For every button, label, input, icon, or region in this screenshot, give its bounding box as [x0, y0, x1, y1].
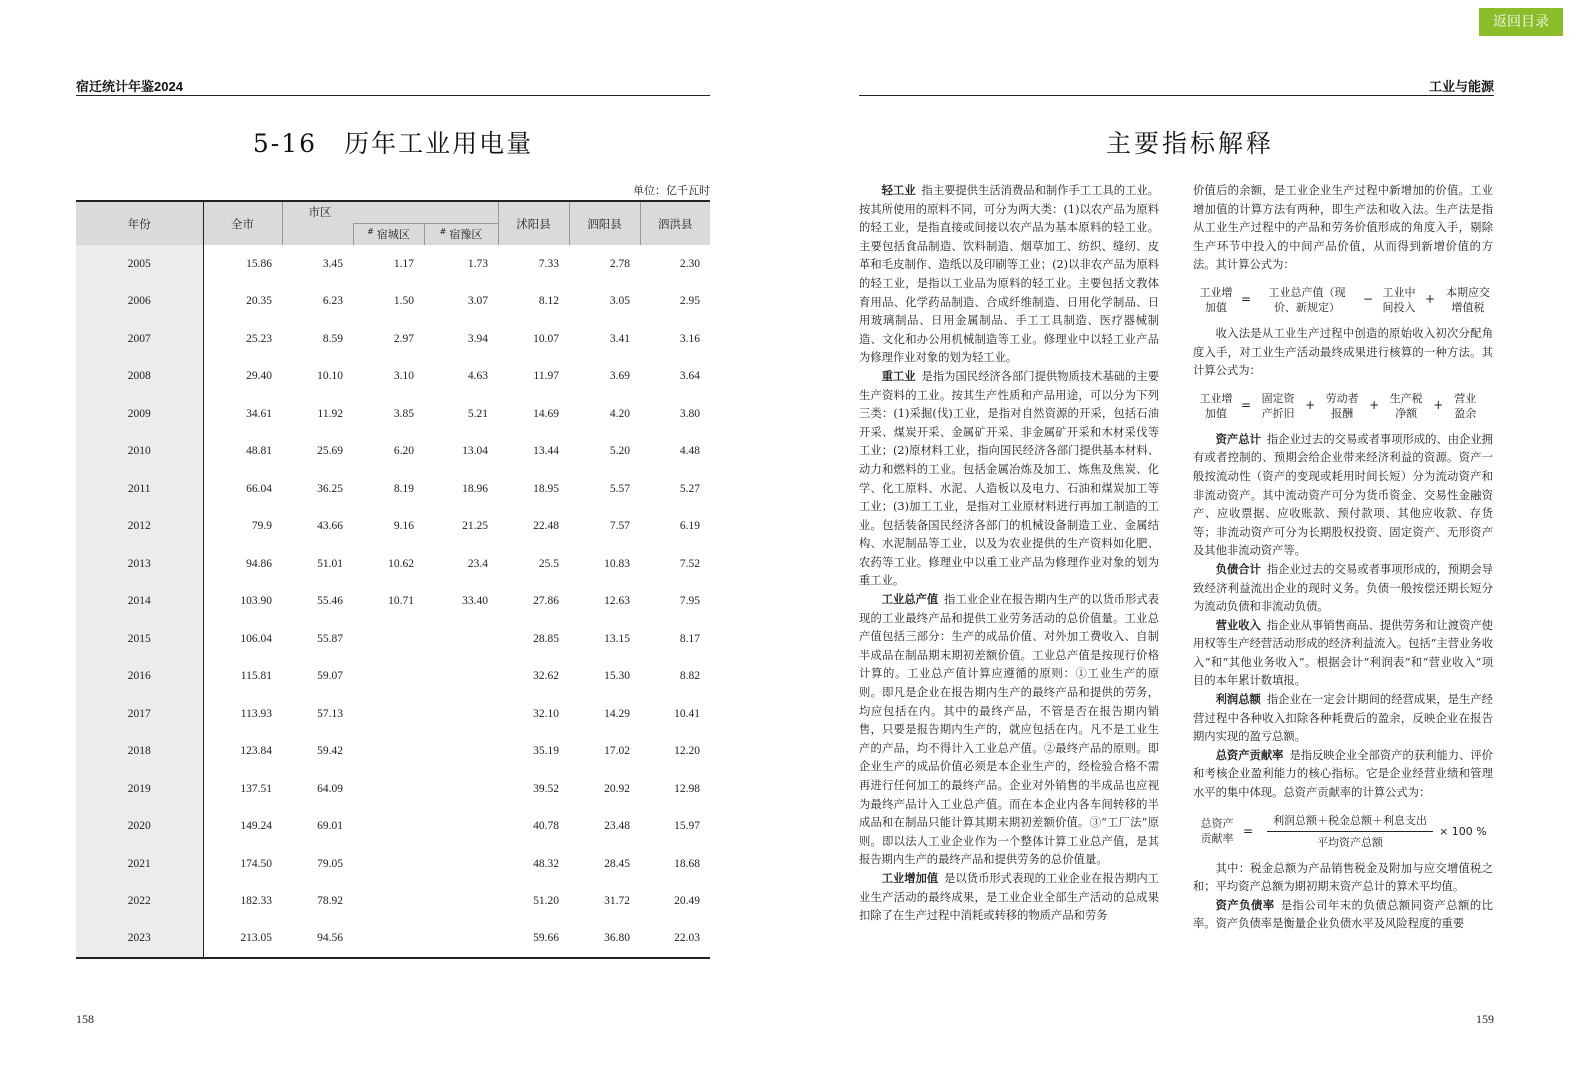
- paragraph-income-method: 收入法是从工业生产过程中创造的原始收入初次分配角度入手，对工业生产活动最终成果进行核算的一种方法。其计算公式为：: [1193, 326, 1493, 378]
- table-row: [76, 770, 710, 808]
- value-cell: 4.48: [679, 445, 700, 458]
- table-row: [76, 845, 710, 883]
- value-cell: 25.69: [317, 445, 343, 458]
- value-cell: 8.17: [679, 632, 700, 645]
- value-cell: [424, 845, 498, 883]
- right-page: [793, 0, 1587, 1077]
- value-cell: 48.32: [533, 857, 559, 870]
- col-header-year: 年份: [76, 201, 203, 245]
- year-cell: 2007: [76, 320, 203, 358]
- value-cell: 28.85: [533, 632, 559, 645]
- table-row: [76, 883, 710, 921]
- value-cell: 23.4: [467, 557, 488, 570]
- year-cell: 2013: [76, 545, 203, 583]
- table-title: 5-16 历年工业用电量: [252, 129, 534, 158]
- value-cell: 20.35: [246, 295, 272, 308]
- year-cell: 2010: [76, 433, 203, 471]
- value-cell: 10.83: [604, 557, 630, 570]
- formula-asset-contribution: 总资产贡献率 = $\frac{\text{利润总额＋税金总额＋利息支出}}{\text{平均资产总额}}$ × 100 %: [1200, 813, 1487, 849]
- value-cell: 25.5: [538, 557, 559, 570]
- value-cell: 69.01: [317, 820, 343, 833]
- table-row: [76, 433, 710, 471]
- page-number-right: 159: [1476, 1012, 1494, 1026]
- value-cell: 3.94: [467, 332, 488, 345]
- running-header-left: 宿迁统计年鉴2024: [76, 79, 183, 94]
- year-cell: 2009: [76, 395, 203, 433]
- value-cell: 11.97: [533, 370, 559, 383]
- value-cell: 3.80: [679, 407, 700, 420]
- year-cell: 2015: [76, 620, 203, 658]
- value-cell: 15.97: [674, 820, 700, 833]
- value-cell: 8.82: [679, 670, 700, 683]
- value-cell: 79.9: [251, 520, 272, 533]
- value-cell: [353, 883, 424, 921]
- table-row: [76, 695, 710, 733]
- value-cell: [424, 658, 498, 696]
- table-row: [76, 245, 710, 283]
- value-cell: 10.07: [533, 332, 559, 345]
- year-cell: 2022: [76, 883, 203, 921]
- formula-income-method: 工业增加值 = 固定资产折旧 + 劳动者报酬 + 生产税净额 + 营业盈余: [1199, 391, 1477, 420]
- text-column-right: [1193, 182, 1493, 934]
- value-cell: 9.16: [393, 520, 414, 533]
- paragraph-heavy-industry: 重工业 是指为国民经济各部门提供物质技术基础的主要生产资料的工业。按其生产性质和产品用途，可以分为下列三类：(1)采掘(伐)工业，是指对自然资源的开采，包括石油开采、煤炭开采、金属矿开采、非金属矿开采和木材采伐等工业；(2)原材料工业，指向国民经济各部门提供基本材料、动力和燃料的工业。包括金属冶炼及加工、炼焦及焦炭、化学、化工原料、水泥、人造板以及电力、石油和煤炭加工等工业；(3)加工工业，是指对工业原材料进行再加工制造的工业。包括装备国民经济各部门的机械设备制造工业、金属结构、水泥制品等工业，以及为农业提供的生产资料如化肥、农药等工业。修理业中以重工业产品为修理作业对象的划为重工业。: [859, 369, 1159, 588]
- col-header-total: 全市: [203, 201, 282, 245]
- value-cell: [424, 920, 498, 958]
- value-cell: 4.20: [609, 407, 630, 420]
- value-cell: 12.20: [674, 745, 700, 758]
- value-cell: 94.56: [317, 932, 343, 945]
- table-row: [76, 395, 710, 433]
- value-cell: 3.07: [467, 295, 488, 308]
- value-cell: 2.78: [609, 257, 630, 270]
- header-rule: [859, 95, 1494, 96]
- value-cell: [353, 658, 424, 696]
- table-row: [76, 283, 710, 321]
- value-cell: 137.51: [240, 782, 272, 795]
- value-cell: 31.72: [604, 895, 630, 908]
- paragraph-value-added: 工业增加值 是以货币形式表现的工业企业在报告期内工业生产活动的最终成果，是工业企业全部生产活动的总成果扣除了在生产过程中消耗或转移的物质产品和劳务: [859, 871, 1159, 923]
- value-cell: 13.15: [604, 632, 630, 645]
- value-cell: [353, 770, 424, 808]
- value-cell: 1.17: [393, 257, 414, 270]
- year-cell: 2019: [76, 770, 203, 808]
- value-cell: 32.10: [533, 707, 559, 720]
- value-cell: 32.62: [533, 670, 559, 683]
- value-cell: 5.20: [609, 445, 630, 458]
- value-cell: 94.86: [246, 557, 272, 570]
- year-cell: 2005: [76, 245, 203, 283]
- value-cell: 66.04: [246, 482, 272, 495]
- value-cell: [424, 808, 498, 846]
- table-row: [76, 920, 710, 958]
- value-cell: 20.49: [674, 895, 700, 908]
- left-page: [0, 0, 793, 1077]
- table-row: [76, 545, 710, 583]
- value-cell: 51.20: [533, 895, 559, 908]
- header-rule: [76, 95, 710, 96]
- value-cell: 34.61: [246, 407, 272, 420]
- year-cell: 2020: [76, 808, 203, 846]
- value-cell: 35.19: [533, 745, 559, 758]
- year-cell: 2012: [76, 508, 203, 546]
- paragraph-value-added-cont: 价值后的余额，是工业企业生产过程中新增加的价值。工业增加值的计算方法有两种，即生产法和收入法。生产法是指从工业生产过程中的产品和劳务价值形成的角度入手，剔除生产环节中投入的中间产品价值，从而得到新增价值的方法。其计算公式为：: [1193, 184, 1493, 272]
- value-cell: 3.45: [322, 257, 343, 270]
- value-cell: 2.97: [393, 332, 414, 345]
- value-cell: 18.68: [674, 857, 700, 870]
- year-cell: 2023: [76, 920, 203, 958]
- value-cell: 4.63: [467, 370, 488, 383]
- value-cell: 3.16: [679, 332, 700, 345]
- year-cell: 2011: [76, 470, 203, 508]
- value-cell: 57.13: [317, 707, 343, 720]
- table-row: [76, 320, 710, 358]
- value-cell: 1.50: [393, 295, 414, 308]
- value-cell: 20.92: [604, 782, 630, 795]
- value-cell: 29.40: [246, 370, 272, 383]
- value-cell: [424, 883, 498, 921]
- table-row: [76, 733, 710, 771]
- formula-production-method: 工业增加值 = 工业总产值（现价、新规定） − 工业中间投入 + 本期应交增值税: [1199, 285, 1491, 314]
- table-row: [76, 658, 710, 696]
- value-cell: [353, 808, 424, 846]
- value-cell: 3.41: [609, 332, 630, 345]
- table-body: [76, 245, 710, 958]
- value-cell: 7.95: [679, 595, 700, 608]
- col-header-siyang: 泗阳县: [569, 201, 640, 245]
- value-cell: 13.44: [533, 445, 559, 458]
- text-column-left: [859, 182, 1159, 926]
- value-cell: [353, 920, 424, 958]
- value-cell: 3.69: [609, 370, 630, 383]
- col-header-urban: 市区: [282, 201, 498, 223]
- table-row: [76, 620, 710, 658]
- value-cell: [353, 695, 424, 733]
- value-cell: 1.73: [467, 257, 488, 270]
- year-cell: 2021: [76, 845, 203, 883]
- paragraph-tax-note: 其中：税金总额为产品销售税金及附加与应交增值税之和；平均资产总额为期初期末资产总计的算术平均值。: [1193, 861, 1493, 894]
- value-cell: 10.10: [317, 370, 343, 383]
- value-cell: 10.71: [388, 595, 414, 608]
- year-cell: 2014: [76, 583, 203, 621]
- paragraph-debt-ratio: 资产负债率 是指公司年末的负债总额同资产总额的比率。资产负债率是衡量企业负债水平及风险程度的重要: [1193, 898, 1493, 931]
- value-cell: 64.09: [317, 782, 343, 795]
- value-cell: 10.62: [388, 557, 414, 570]
- value-cell: 59.07: [317, 670, 343, 683]
- value-cell: 55.87: [317, 632, 343, 645]
- value-cell: 22.03: [674, 932, 700, 945]
- value-cell: 33.40: [462, 595, 488, 608]
- value-cell: 25.23: [246, 332, 272, 345]
- value-cell: 21.25: [462, 520, 488, 533]
- value-cell: 5.27: [679, 482, 700, 495]
- value-cell: 28.45: [604, 857, 630, 870]
- paragraph-total-liabilities: 负债合计 指企业过去的交易或者事项形成的，预期会导致经济利益流出企业的现时义务。负债一般按偿还期长短分为流动负债和非流动负债。: [1193, 562, 1493, 614]
- value-cell: 213.05: [240, 932, 272, 945]
- value-cell: 3.10: [393, 370, 414, 383]
- value-cell: 103.90: [240, 595, 272, 608]
- value-cell: 8.59: [322, 332, 343, 345]
- value-cell: 7.33: [538, 257, 559, 270]
- col-header-suyu: # 宿豫区: [424, 223, 498, 245]
- value-cell: 78.92: [317, 895, 343, 908]
- year-cell: 2006: [76, 283, 203, 321]
- value-cell: 51.01: [317, 557, 343, 570]
- paragraph-total-profit: 利润总额 指企业在一定会计期间的经营成果，是生产经营过程中各种收入扣除各种耗费后的盈余，反映企业在报告期内实现的盈亏总额。: [1193, 693, 1493, 744]
- col-header-shuyang: 沭阳县: [498, 201, 569, 245]
- running-header-right: 工业与能源: [1428, 79, 1494, 94]
- value-cell: 12.63: [604, 595, 630, 608]
- value-cell: 36.25: [317, 482, 343, 495]
- value-cell: [424, 695, 498, 733]
- value-cell: [353, 620, 424, 658]
- value-cell: 8.12: [538, 295, 559, 308]
- value-cell: 43.66: [317, 520, 343, 533]
- back-to-contents-button[interactable]: 返回目录: [1479, 8, 1563, 36]
- value-cell: 10.41: [674, 707, 700, 720]
- year-cell: 2017: [76, 695, 203, 733]
- value-cell: 11.92: [317, 407, 343, 420]
- unit-label: 单位：亿千瓦时: [633, 184, 710, 197]
- paragraph-asset-contribution: 总资产贡献率 是指反映企业全部资产的获利能力、评价和考核企业盈利能力的核心指标。它是企业经营业绩和管理水平的集中体现。总资产贡献率的计算公式为：: [1193, 748, 1493, 800]
- value-cell: 17.02: [604, 745, 630, 758]
- value-cell: 79.05: [317, 857, 343, 870]
- value-cell: 14.69: [533, 407, 559, 420]
- value-cell: 8.19: [393, 482, 414, 495]
- col-header-sucheng: # 宿城区: [353, 223, 424, 245]
- year-cell: 2016: [76, 658, 203, 696]
- paragraph-light-industry: 轻工业 指主要提供生活消费品和制作手工工具的工业。按其所使用的原料不同，可分为两大类：(1)以农产品为原料的轻工业，是指直接或间接以农产品为基本原料的轻工业。主要包括食品制造、饮料制造、烟草加工、纺织、缝纫、皮革和毛皮制作、造纸以及印刷等工业；(2)以非农产品为原料的轻工业，是指以工业品为原料的轻工业。主要包括文教体育用品、化学药品制造、合成纤维制造、日用化学制品、日用玻璃制品、日用金属制品、手工工具制造、医疗器械制造、文化和办公用机械制造等工业。修理业中以轻工业产品为修理作业对象的划为轻工业。: [859, 184, 1159, 365]
- value-cell: 59.66: [533, 932, 559, 945]
- col-header-sihong: 泗洪县: [640, 201, 710, 245]
- value-cell: 39.52: [533, 782, 559, 795]
- value-cell: [424, 620, 498, 658]
- value-cell: 23.48: [604, 820, 630, 833]
- value-cell: 7.52: [679, 557, 700, 570]
- value-cell: 3.85: [393, 407, 414, 420]
- section-title: 主要指标解释: [1105, 129, 1274, 158]
- value-cell: [353, 845, 424, 883]
- value-cell: 5.21: [467, 407, 488, 420]
- value-cell: 2.30: [679, 257, 700, 270]
- paragraph-revenue: 营业收入 指企业从事销售商品、提供劳务和让渡资产使用权等生产经营活动形成的经济利益流入。包括“主营业务收入”和“其他业务收入”。根据会计“利润表”和“营业收入“项目的本年累计数填报。: [1193, 618, 1493, 688]
- page-number-left: 158: [76, 1012, 94, 1026]
- value-cell: 36.80: [604, 932, 630, 945]
- value-cell: 113.93: [240, 707, 272, 720]
- year-cell: 2008: [76, 358, 203, 396]
- value-cell: 12.98: [674, 782, 700, 795]
- value-cell: 18.95: [533, 482, 559, 495]
- year-cell: 2018: [76, 733, 203, 771]
- value-cell: 3.05: [609, 295, 630, 308]
- table-row: [76, 508, 710, 546]
- value-cell: 18.96: [462, 482, 488, 495]
- table-row: [76, 583, 710, 621]
- paragraph-gross-output: 工业总产值 指工业企业在报告期内生产的以货币形式表现的工业最终产品和提供工业劳务活动的总价值量。工业总产值包括三部分：生产的成品价值、对外加工费收入、自制半成品在制品期末期初差额价值。工业总产值是按现行价格计算的。工业总产值计算应遵循的原则：①工业生产的原则。即凡是企业在报告期内生产的最终产品和提供的劳务，均应包括在内。其中的最终产品，不管是否在报告期内销售，只要是报告期内生产的，就应包括在内。凡不是工业生产的产品，均不得计入工业总产值。②最终产品的原则。即企业生产的成品价值必须是本企业生产的，经检验合格不需再进行任何加工的最终产品。企业对外销售的半成品也应视为最终产品计入工业总产值。而在本企业内各车间转移的半成品和在制品只能计算其期末期初差额价值。③“工厂法”原则。即以法人工业企业作为一个整体计算工业总产值，是其报告期内生产的最终产品和提供劳务的总价值量。: [859, 593, 1159, 867]
- value-cell: 22.48: [533, 520, 559, 533]
- value-cell: 13.04: [462, 445, 488, 458]
- value-cell: 6.20: [393, 445, 414, 458]
- table-row: [76, 358, 710, 396]
- value-cell: 40.78: [533, 820, 559, 833]
- value-cell: 15.30: [604, 670, 630, 683]
- value-cell: 6.23: [322, 295, 343, 308]
- table-row: [76, 808, 710, 846]
- value-cell: 7.57: [609, 520, 630, 533]
- value-cell: 6.19: [679, 520, 700, 533]
- value-cell: 123.84: [240, 745, 272, 758]
- value-cell: 3.64: [679, 370, 700, 383]
- value-cell: [424, 770, 498, 808]
- value-cell: 5.57: [609, 482, 630, 495]
- value-cell: 2.95: [679, 295, 700, 308]
- value-cell: 182.33: [240, 895, 272, 908]
- value-cell: 27.86: [533, 595, 559, 608]
- table-row: [76, 470, 710, 508]
- value-cell: 14.29: [604, 707, 630, 720]
- value-cell: 55.46: [317, 595, 343, 608]
- value-cell: 149.24: [240, 820, 272, 833]
- value-cell: 174.50: [240, 857, 272, 870]
- value-cell: [353, 733, 424, 771]
- value-cell: 15.86: [246, 257, 272, 270]
- value-cell: 115.81: [240, 670, 272, 683]
- value-cell: 48.81: [246, 445, 272, 458]
- value-cell: [424, 733, 498, 771]
- value-cell: 106.04: [240, 632, 272, 645]
- paragraph-total-assets: 资产总计 指企业过去的交易或者事项形成的、由企业拥有或者控制的、预期会给企业带来经济利益的资源。资产一般按流动性（资产的变现或耗用时间长短）分为流动资产和非流动资产。其中流动资产可分为货币资金、交易性金融资产、应收票据、应收账款、预付款项、其他应收款、存货等；非流动资产可分为长期股权投资、固定资产、无形资产及其他非流动资产等。: [1193, 432, 1493, 558]
- value-cell: 59.42: [317, 745, 343, 758]
- electricity-table: [76, 200, 710, 959]
